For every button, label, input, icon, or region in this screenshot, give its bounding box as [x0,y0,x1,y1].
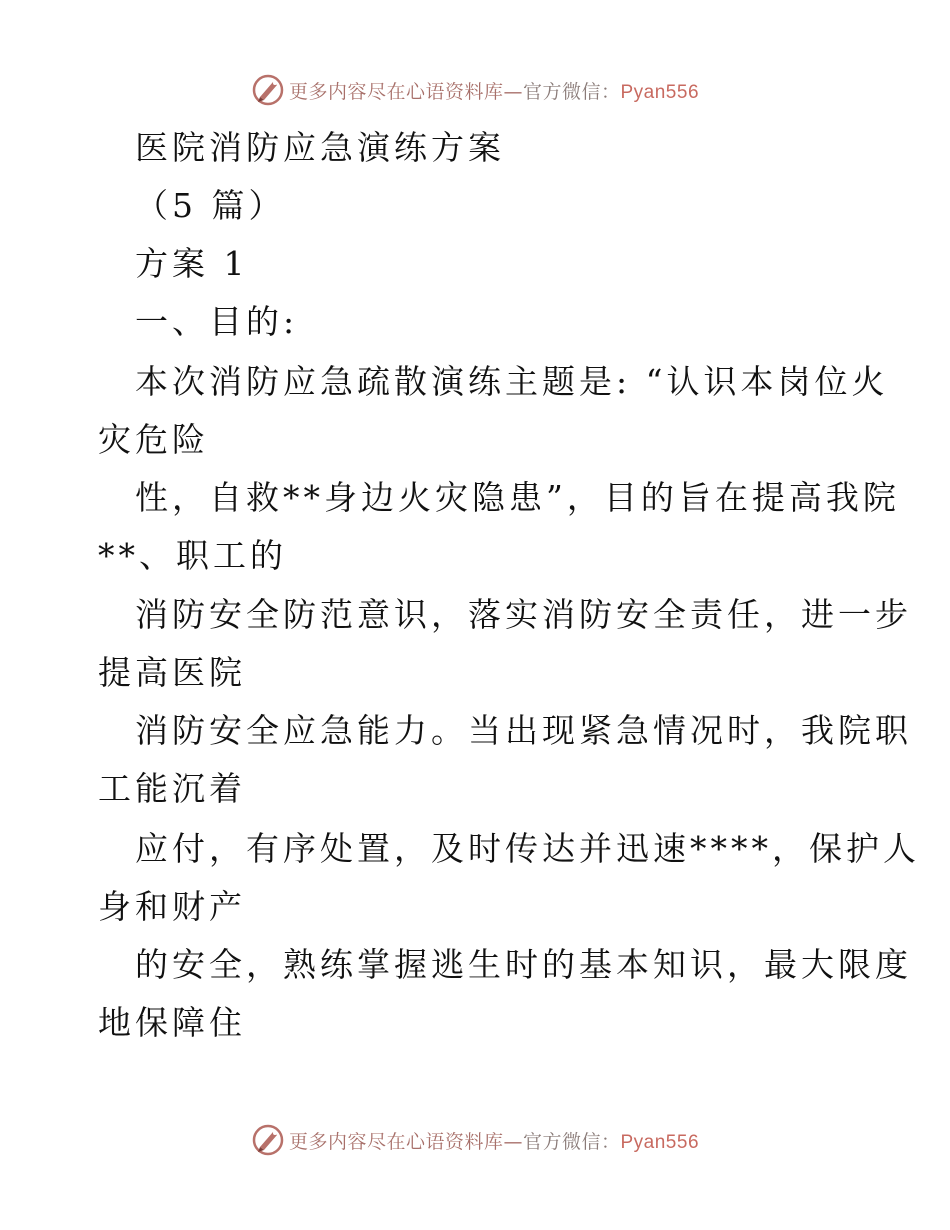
section-heading: 方案 1 [135,244,249,283]
paragraph-line: 应付，有序处置，及时传达并迅速****，保护人 [135,829,920,868]
paragraph-line: 提高医院 [98,653,246,692]
pen-logo-icon [251,1123,285,1157]
paragraph-line: 性，自救**身边火灾隐患”，目的旨在提高我院 [135,478,900,517]
paragraph-line: 灾危险 [98,420,209,459]
document-count: （5 篇） [135,186,286,225]
paragraph-line: **、职工的 [98,536,287,575]
paragraph-line: 身和财产 [98,887,246,926]
footer-banner [0,1120,950,1160]
paragraph-line: 工能沉着 [98,769,246,808]
document-title: 医院消防应急演练方案 [135,128,505,167]
purpose-heading: 一、目的: [135,302,299,341]
paragraph-line: 消防安全防范意识，落实消防安全责任，进一步 [135,595,912,634]
paragraph-line: 地保障住 [98,1003,246,1042]
paragraph-line: 的安全，熟练掌握逃生时的基本知识，最大限度 [135,945,912,984]
banner-text: 更多内容尽在心语资料库—官方微信：Pyan556 [288,80,700,103]
paragraph-line: 本次消防应急疏散演练主题是: “认识本岗位火 [135,362,889,401]
paragraph-line: 消防安全应急能力。当出现紧急情况时，我院职 [135,711,912,750]
banner-text: 更多内容尽在心语资料库—官方微信：Pyan556 [288,1130,700,1153]
